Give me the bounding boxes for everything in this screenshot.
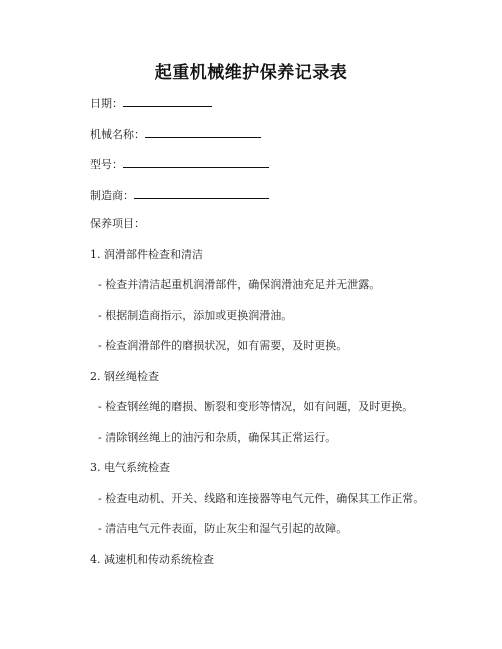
date-blank-line bbox=[123, 94, 212, 107]
model-label: 型号： bbox=[90, 158, 123, 171]
machine-name-blank-line bbox=[145, 125, 261, 138]
manufacturer-label: 制造商： bbox=[90, 189, 134, 202]
date-field bbox=[90, 94, 212, 112]
manufacturer-field bbox=[90, 186, 269, 204]
item-heading: 4. 减速机和传动系统检查 bbox=[90, 553, 214, 566]
item-heading: 3. 电气系统检查 bbox=[90, 461, 170, 474]
item-detail: - 清除钢丝绳上的油污和杂质，确保其正常运行。 bbox=[98, 431, 337, 444]
item-heading: 2. 钢丝绳检查 bbox=[90, 370, 159, 383]
document-title: 起重机械维护保养记录表 bbox=[154, 63, 348, 83]
item-detail: - 检查电动机、开关、线路和连接器等电气元件，确保其工作正常。 bbox=[98, 492, 425, 505]
item-heading: 1. 润滑部件检查和清洁 bbox=[90, 248, 203, 261]
manufacturer-blank-line bbox=[134, 186, 269, 199]
item-detail: - 检查并清洁起重机润滑部件，确保润滑油充足并无泄露。 bbox=[98, 278, 381, 291]
item-detail: - 检查钢丝绳的磨损、断裂和变形等情况，如有问题，及时更换。 bbox=[98, 400, 414, 413]
machine-name-label: 机械名称： bbox=[90, 128, 145, 141]
section-heading: 保养项目： bbox=[90, 217, 145, 230]
model-field bbox=[90, 155, 269, 173]
machine-name-field bbox=[90, 125, 261, 143]
item-detail: - 检查润滑部件的磨损状况，如有需要，及时更换。 bbox=[98, 339, 348, 352]
date-label: 日期： bbox=[90, 97, 123, 110]
item-detail: - 清洁电气元件表面，防止灰尘和湿气引起的故障。 bbox=[98, 522, 348, 535]
item-detail: - 根据制造商指示，添加或更换润滑油。 bbox=[98, 309, 293, 322]
model-blank-line bbox=[123, 155, 269, 168]
